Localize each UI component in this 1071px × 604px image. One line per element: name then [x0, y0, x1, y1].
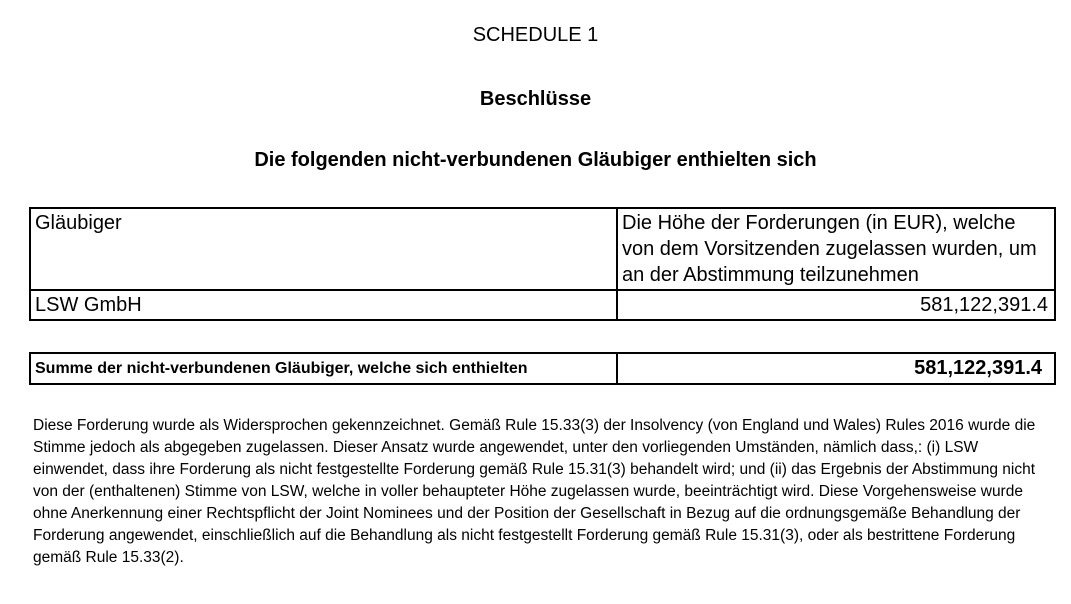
explanatory-note: Diese Forderung wurde als Widersprochen gekennzeichnet. Gemäß Rule 15.33(3) der Insolvency (von England und Wales) Rules 2016 wurde die Stimme jedoch als abgegeben zugelassen. Dieser Ansatz wurde angewendet, unter den vorliegenden Umständen, nämlich dass,: (i) LSW einwendet, dass ihre Forderung als nicht festgestellte Forderung gemäß Rule 15.31(3) behandelt wird; und (ii) das Ergebnis der Abstimmung nicht von der (enthaltenen) Stimme von LSW, welche in voller behaupteter Höhe zugelassen wurde, beeinträchtigt wird. Diese Vorgehensweise wurde ohne Anerkennung einer Rechtspflicht der Joint Nominees und der Position der Gesellschaft in Bezug auf die ordnungsgemäße Behandlung der Forderung angewendet, einschließlich auf die Behandlung als nicht festgestellt Forderung gemäß Rule 15.31(3), oder als bestrittene Forderung gemäß Rule 15.33(2).: [33, 417, 1036, 566]
creditor-amount: 581,122,391.4: [617, 290, 1055, 320]
summary-row: [30, 353, 1055, 384]
section-heading: Die folgenden nicht-verbundenen Gläubiger enthielten sich: [254, 149, 817, 171]
resolutions-heading: Beschlüsse: [479, 88, 592, 110]
creditor-name: LSW GmbH: [30, 290, 617, 320]
creditor-table: [29, 207, 1056, 321]
summary-total: 581,122,391.4: [617, 353, 1055, 384]
schedule-title: SCHEDULE 1: [472, 24, 599, 46]
summary-label: Summe der nicht-verbundenen Gläubiger, welche sich enthielten: [30, 353, 617, 384]
table-row: [30, 290, 1055, 320]
summary-table: [29, 352, 1056, 385]
table-header-row: [30, 208, 1055, 290]
amount-column-header: Die Höhe der Forderungen (in EUR), welche von dem Vorsitzenden zugelassen wurden, um an der Abstimmung teilzunehmen: [617, 208, 1055, 290]
creditor-column-header: Gläubiger: [30, 208, 617, 290]
